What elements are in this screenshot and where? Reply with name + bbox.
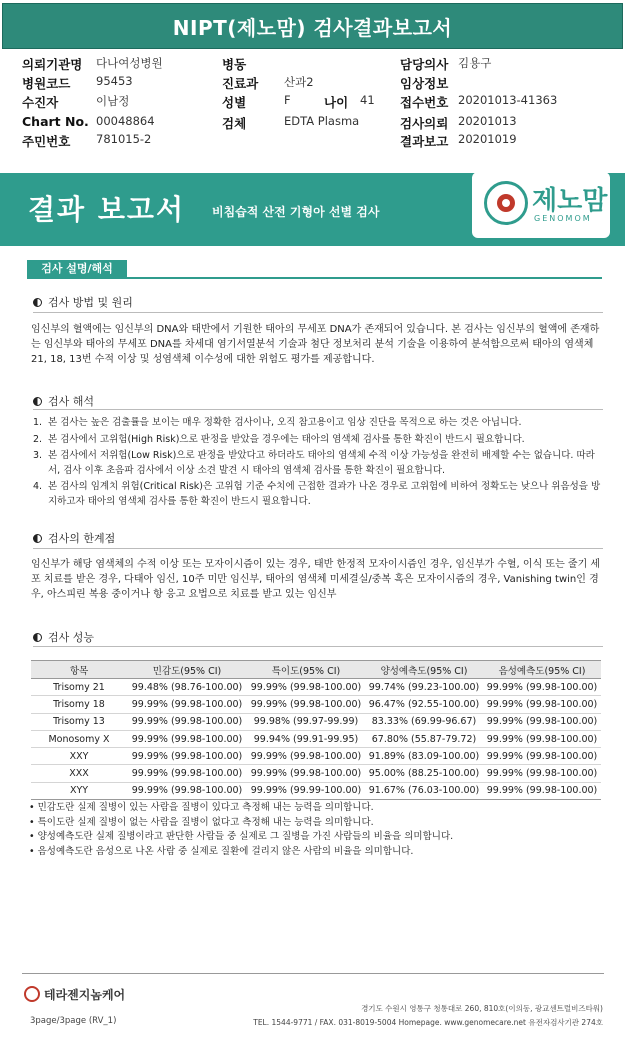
table-cell: 99.99% (99.98-100.00) <box>247 748 365 765</box>
report-header <box>0 0 625 52</box>
receipt-no-label: 접수번호 <box>400 95 449 110</box>
table-cell: 99.99% (99.98-100.00) <box>247 679 365 696</box>
performance-table <box>31 660 601 800</box>
contact-text: TEL. 1544-9771 / FAX. 031-8019-5004 Homepage. www.genomecare.net 유전자검사기관 274호 <box>253 1018 603 1027</box>
item-text: 본 검사의 임계치 위험(Critical Risk)은 고위험 기준 수치에 근접한 결과가 나온 경우로 고위험에 비하여 정확도는 낮으나 위음성을 방지하고자 태아의 염색체 검사를 통한 확진이 반드시 필요합니다. <box>48 481 601 507</box>
table-cell: XYY <box>31 782 127 799</box>
age-value: 41 <box>360 93 375 107</box>
item-text: 본 검사는 높은 검출률을 보이는 매우 정확한 검사이나, 오직 참고용이고 임상 진단을 목적으로 하는 것은 아닙니다. <box>48 417 522 428</box>
age-label: 나이 <box>324 95 349 110</box>
doctor-label: 담당의사 <box>400 57 449 72</box>
table-cell: Trisomy 18 <box>31 696 127 713</box>
table-cell: 99.99% (99.98-100.00) <box>247 765 365 782</box>
request-date-value: 20201013 <box>458 114 517 128</box>
report-date-value: 20201019 <box>458 132 517 146</box>
table-row <box>31 765 601 782</box>
interpretation-divider <box>33 409 603 410</box>
limitations-text: 임신부가 해당 염색체의 수적 이상 또는 모자이시즘이 있는 경우, 태반 한정적 모자이시즘인 경우, 임신부가 수혈, 이식 또는 줄기 세포 치료를 받은 경우, 다태아 임신, 10주 미만 임신부, 태아의 염색체 미세결실/중복 혹은 모자이시즘의 경우, Vanishing twin인 경우, 아스피린 복용 중이거나 항 응고 요법으로 치료를 받고 있는 임신부 <box>31 559 601 600</box>
footer-address <box>253 1002 603 1030</box>
table-cell: XXX <box>31 765 127 782</box>
report-date-label: 결과보고 <box>400 134 449 149</box>
table-cell: 99.99% (99.98-100.00) <box>483 679 601 696</box>
table-cell: 99.48% (98.76-100.00) <box>127 679 247 696</box>
footer-logo <box>24 986 125 1003</box>
interpretation-list <box>33 416 603 511</box>
half-circle-icon <box>33 633 42 642</box>
specimen-value: EDTA Plasma <box>284 114 360 128</box>
section-tab: 검사 설명/해석 <box>27 260 127 278</box>
table-cell: 99.99% (99.98-100.00) <box>127 782 247 799</box>
column-header: 음성예측도(95% CI) <box>483 661 601 679</box>
performance-heading <box>33 629 94 645</box>
table-cell: 99.99% (99.98-100.00) <box>247 696 365 713</box>
footer-divider <box>22 973 604 974</box>
resident-no-value: 781015-2 <box>96 132 152 146</box>
table-cell: 99.99% (99.99-100.00) <box>247 782 365 799</box>
item-number: 2. <box>33 433 43 445</box>
table-row <box>31 713 601 730</box>
column-header: 특이도(95% CI) <box>247 661 365 679</box>
table-header-row <box>31 661 601 679</box>
half-circle-icon <box>33 298 42 307</box>
table-cell: 99.99% (99.98-100.00) <box>483 782 601 799</box>
page-number: 3page/3page (RV_1) <box>30 1016 117 1026</box>
clinical-info-label: 임상정보 <box>400 76 449 91</box>
table-cell: 96.47% (92.55-100.00) <box>365 696 483 713</box>
method-text: 임신부의 혈액에는 임신부의 DNA와 태반에서 기원한 태아의 무세포 DNA가 존재되어 있습니다. 본 검사는 임신부의 혈액에 존재하는 임신부와 태아의 무세포 DNA를 차세대 염기서열분석 기술과 첨단 정보처리 분석 기술을 이용하여 분석함으로써 태아의 염색체 21, 18, 13번 수적 이상 및 성염색체 이수성에 대한 위험도 평가를 제공합니다. <box>31 324 600 365</box>
method-divider <box>33 312 603 313</box>
institution-label: 의뢰기관명 <box>22 57 83 72</box>
column-header: 항목 <box>31 661 127 679</box>
ward-label: 병동 <box>222 57 247 72</box>
receipt-no-value: 20201013-41363 <box>458 93 558 107</box>
interpretation-heading-text: 검사 해석 <box>48 395 95 408</box>
item-text: 본 검사에서 저위험(Low Risk)으로 판정을 받았다고 하더라도 태아의 염색체 수적 이상 가능성을 완전히 배제할 수는 없습니다. 따라서, 검사 이후 초음파 검사에서 이상 소견 발견 시 태아의 염색체 검사를 통한 확진이 필요합니다. <box>48 450 595 476</box>
banner-title: 결과 보고서 <box>28 193 185 226</box>
interpretation-heading <box>33 393 94 409</box>
half-circle-icon <box>33 397 42 406</box>
institution-value: 다나여성병원 <box>96 56 163 70</box>
list-item <box>33 480 603 509</box>
chart-no-label: Chart No. <box>22 114 89 129</box>
hospital-code-label: 병원코드 <box>22 76 71 91</box>
table-cell: Trisomy 21 <box>31 679 127 696</box>
list-item <box>33 433 603 448</box>
column-header: 민감도(95% CI) <box>127 661 247 679</box>
table-cell: 99.99% (99.98-100.00) <box>483 713 601 730</box>
collector-label: 수진자 <box>22 95 59 110</box>
table-cell: XXY <box>31 748 127 765</box>
limitations-divider <box>33 548 603 549</box>
item-number: 4. <box>33 481 43 492</box>
table-row <box>31 730 601 747</box>
table-cell: 99.99% (99.98-100.00) <box>127 748 247 765</box>
company-name: 테라젠지놈케어 <box>44 988 126 1002</box>
collector-value: 이남정 <box>96 94 130 108</box>
table-cell: Trisomy 13 <box>31 713 127 730</box>
table-cell: 95.00% (88.25-100.00) <box>365 765 483 782</box>
table-cell: 99.99% (99.98-100.00) <box>127 765 247 782</box>
logo-subtext: GENOMOM <box>534 214 592 223</box>
item-text: 본 검사에서 고위험(High Risk)으로 판정을 받았을 경우에는 태아의 염색체 검사를 통한 확진이 반드시 필요합니다. <box>48 433 525 445</box>
doctor-value: 김용구 <box>458 56 492 70</box>
half-circle-icon <box>33 534 42 543</box>
sex-value: F <box>284 93 291 107</box>
note-item: • 음성예측도란 음성으로 나온 사람 중 실제로 질환에 걸리지 않은 사람의 비율을 의미합니다. <box>29 845 414 857</box>
section-divider <box>27 277 602 279</box>
list-item <box>33 416 603 431</box>
department-label: 진료과 <box>222 76 259 91</box>
table-row <box>31 748 601 765</box>
table-cell: 99.99% (99.98-100.00) <box>483 748 601 765</box>
table-cell: 83.33% (69.99-96.67) <box>365 713 483 730</box>
item-number: 3. <box>33 450 43 461</box>
table-cell: 99.98% (99.97-99.99) <box>247 713 365 730</box>
address-text: 경기도 수원시 영통구 청통대로 260, 810호(이의동, 광교센트럴비즈타워) <box>361 1004 603 1013</box>
performance-divider <box>33 646 603 647</box>
logo-emblem-dot <box>502 199 510 207</box>
genomom-logo <box>472 172 610 238</box>
table-cell: 99.99% (99.98-100.00) <box>127 730 247 747</box>
logo-text: 제노맘 <box>532 186 608 216</box>
logo-emblem-icon <box>484 181 528 225</box>
limitations-heading-text: 검사의 한계점 <box>48 532 116 545</box>
resident-no-label: 주민번호 <box>22 134 71 149</box>
table-row <box>31 679 601 696</box>
table-cell: 99.99% (99.98-100.00) <box>483 730 601 747</box>
item-number: 1. <box>33 417 43 428</box>
performance-notes <box>29 801 609 859</box>
list-item <box>33 449 603 478</box>
table-cell: 99.94% (99.91-99.95) <box>247 730 365 747</box>
chart-no-value: 00048864 <box>96 114 155 128</box>
hospital-code-value: 95453 <box>96 74 133 88</box>
table-cell: 99.99% (99.98-100.00) <box>127 713 247 730</box>
table-row <box>31 782 601 799</box>
table-row <box>31 696 601 713</box>
table-cell: 99.74% (99.23-100.00) <box>365 679 483 696</box>
company-logo-icon <box>24 986 40 1002</box>
request-date-label: 검사의뢰 <box>400 116 449 131</box>
performance-heading-text: 검사 성능 <box>48 631 95 644</box>
table-cell: 99.99% (99.98-100.00) <box>483 696 601 713</box>
limitations-heading <box>33 530 115 546</box>
table-cell: 67.80% (55.87-79.72) <box>365 730 483 747</box>
method-heading-text: 검사 방법 및 원리 <box>48 296 133 309</box>
specimen-label: 검체 <box>222 116 247 131</box>
column-header: 양성예측도(95% CI) <box>365 661 483 679</box>
banner-subtitle: 비침습적 산전 기형아 선별 검사 <box>212 205 380 219</box>
department-value: 산과2 <box>284 75 314 89</box>
method-heading <box>33 294 133 310</box>
sex-label: 성별 <box>222 95 247 110</box>
note-item: • 양성예측도란 실제 질병이라고 판단한 사람들 중 실제로 그 질병을 가진 사람들의 비율을 의미합니다. <box>29 831 454 842</box>
table-cell: 91.89% (83.09-100.00) <box>365 748 483 765</box>
table-cell: 91.67% (76.03-100.00) <box>365 782 483 799</box>
page-title: NIPT(제노맘) 검사결과보고서 <box>172 16 453 40</box>
table-cell: Monosomy X <box>31 730 127 747</box>
table-cell: 99.99% (99.98-100.00) <box>127 696 247 713</box>
table-cell: 99.99% (99.98-100.00) <box>483 765 601 782</box>
note-item: • 특이도란 실제 질병이 없는 사람을 질병이 없다고 측정해 내는 능력을 의미합니다. <box>29 816 374 828</box>
note-item: • 민감도란 실제 질병이 있는 사람을 질병이 있다고 측정해 내는 능력을 의미합니다. <box>29 802 374 813</box>
